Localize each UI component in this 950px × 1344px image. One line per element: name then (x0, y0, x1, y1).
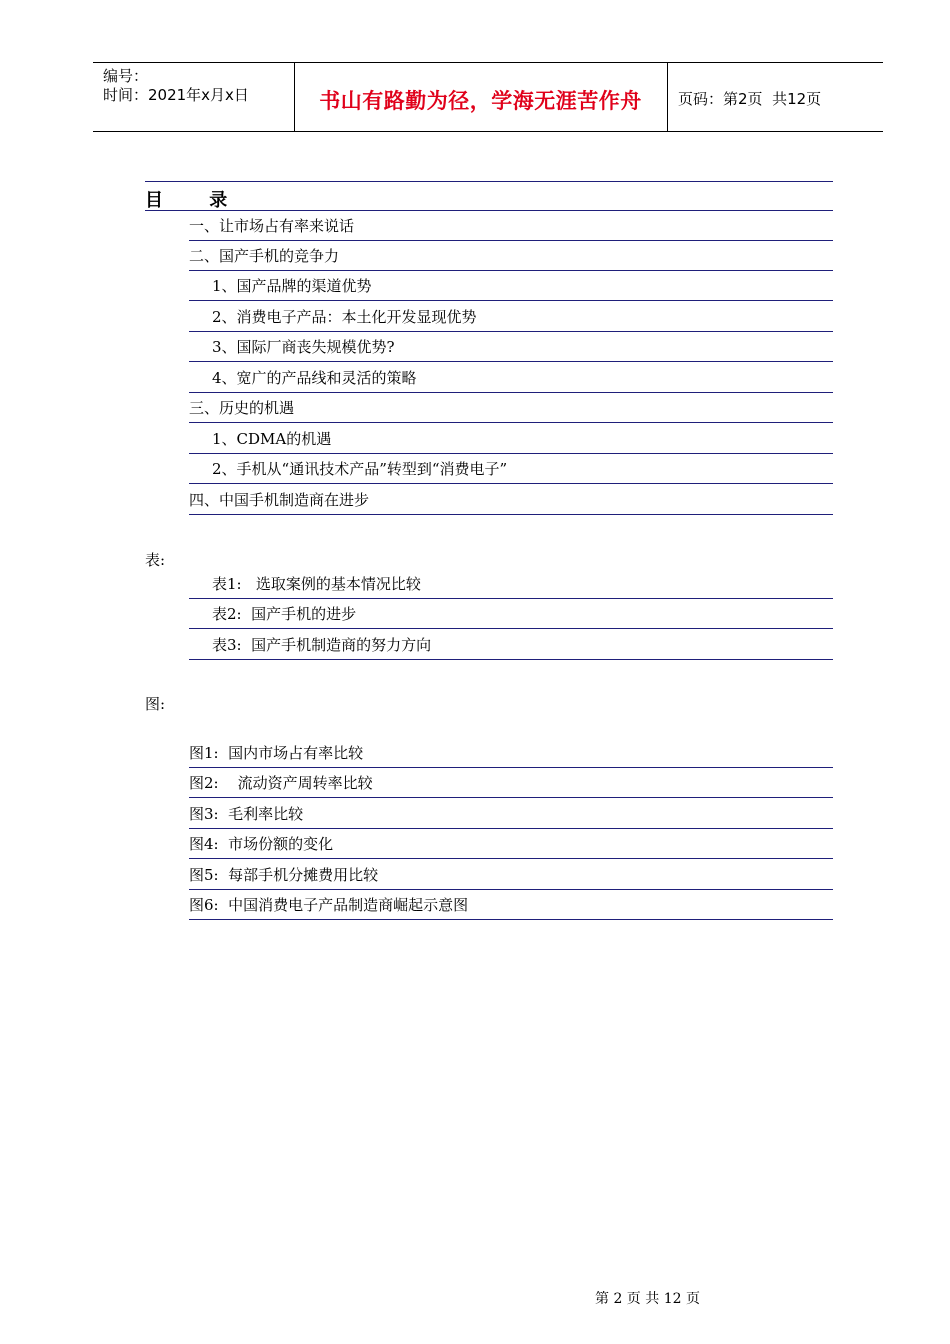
header-right-cell (668, 63, 883, 131)
figure-list-item[interactable]: 图4: 市场份额的变化 (189, 829, 833, 859)
figure-list-item[interactable]: 图5: 每部手机分摊费用比较 (189, 860, 833, 890)
figures-section-label: 图: (145, 695, 166, 713)
toc-subitem[interactable]: 3、国际厂商丧失规模优势? (189, 332, 833, 362)
toc-title-row (145, 181, 833, 211)
toc-item[interactable]: 二、国产手机的竞争力 (189, 241, 833, 271)
toc-subitem[interactable]: 4、宽广的产品线和灵活的策略 (189, 363, 833, 393)
header-motto-cell (294, 63, 668, 131)
table-list-item[interactable]: 表1: 选取案例的基本情况比较 (189, 569, 833, 599)
toc-subitem[interactable]: 1、CDMA的机遇 (189, 424, 833, 454)
page-footer: 第 2 页 共 12 页 (595, 1291, 700, 1307)
header-motto: 书山有路勤为径，学海无涯苦作舟 (319, 89, 642, 113)
toc-item[interactable]: 三、历史的机遇 (189, 393, 833, 423)
header-left-cell (93, 63, 295, 131)
toc-item[interactable]: 一、让市场占有率来说话 (189, 211, 833, 241)
figure-list-item[interactable]: 图3: 毛利率比较 (189, 799, 833, 829)
figure-list-item[interactable]: 图2: 流动资产周转率比较 (189, 768, 833, 798)
table-list-item[interactable]: 表3: 国产手机制造商的努力方向 (189, 630, 833, 660)
page-header (93, 62, 883, 132)
figure-list-item[interactable]: 图6: 中国消费电子产品制造商崛起示意图 (189, 890, 833, 920)
tables-section-label: 表: (145, 551, 166, 569)
toc-item[interactable]: 四、中国手机制造商在进步 (189, 485, 833, 515)
document-time-label: 时间：2021年x月x日 (103, 86, 249, 104)
toc-title: 目 录 (145, 190, 248, 211)
document-number-label: 编号： (103, 67, 149, 85)
figure-list-item[interactable]: 图1: 国内市场占有率比较 (189, 738, 833, 768)
header-page-info: 页码：第2页 共12页 (678, 90, 822, 108)
toc-subitem[interactable]: 1、国产品牌的渠道优势 (189, 271, 833, 301)
toc-subitem[interactable]: 2、消费电子产品：本土化开发显现优势 (189, 302, 833, 332)
table-list-item[interactable]: 表2: 国产手机的进步 (189, 599, 833, 629)
toc-subitem[interactable]: 2、手机从“通讯技术产品”转型到“消费电子” (189, 454, 833, 484)
